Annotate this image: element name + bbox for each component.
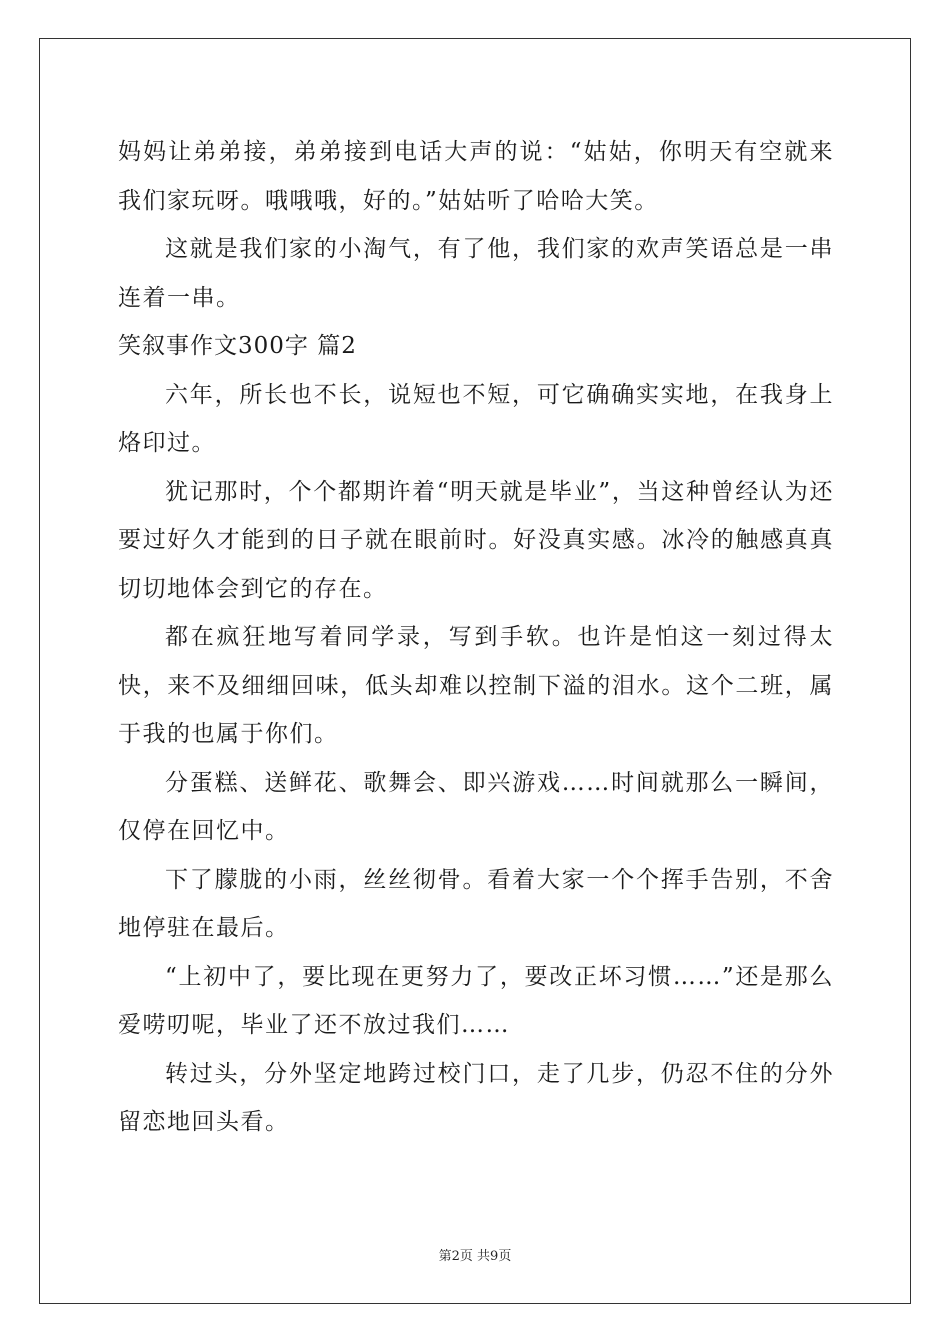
paragraph-2: 这就是我们家的小淘气，有了他，我们家的欢声笑语总是一串连着一串。 — [118, 236, 834, 311]
paragraph-8: “上初中了，要比现在更努力了，要改正坏习惯……”还是那么爱唠叨呢，毕业了还不放过我们…… — [118, 963, 834, 1038]
paragraph-9: 转过头，分外坚定地跨过校门口，走了几步，仍忍不住的分外留恋地回头看。 — [118, 1060, 834, 1135]
paragraph-7: 下了朦胧的小雨，丝丝彻骨。看着大家一个个挥手告别，不舍地停驻在最后。 — [118, 866, 834, 941]
paragraph-6: 分蛋糕、送鲜花、歌舞会、即兴游戏……时间就那么一瞬间，仅停在回忆中。 — [118, 769, 834, 844]
document-body — [118, 128, 834, 1147]
section-heading: 笑叙事作文300字 篇2 — [118, 333, 357, 359]
paragraph-4: 犹记那时，个个都期许着“明天就是毕业”，当这种曾经认为还要过好久才能到的日子就在眼前时。好没真实感。冰冷的触感真真切切地体会到它的存在。 — [118, 478, 834, 602]
page-number-footer: 第2页 共9页 — [438, 1249, 512, 1264]
paragraph-3: 六年，所长也不长，说短也不短，可它确确实实地，在我身上烙印过。 — [118, 381, 834, 456]
paragraph-1: 妈妈让弟弟接，弟弟接到电话大声的说：“姑姑，你明天有空就来我们家玩呀。哦哦哦，好的。”姑姑听了哈哈大笑。 — [118, 139, 834, 214]
paragraph-5: 都在疯狂地写着同学录，写到手软。也许是怕这一刻过得太快，来不及细细回味，低头却难以控制下溢的泪水。这个二班，属于我的也属于你们。 — [118, 624, 834, 747]
